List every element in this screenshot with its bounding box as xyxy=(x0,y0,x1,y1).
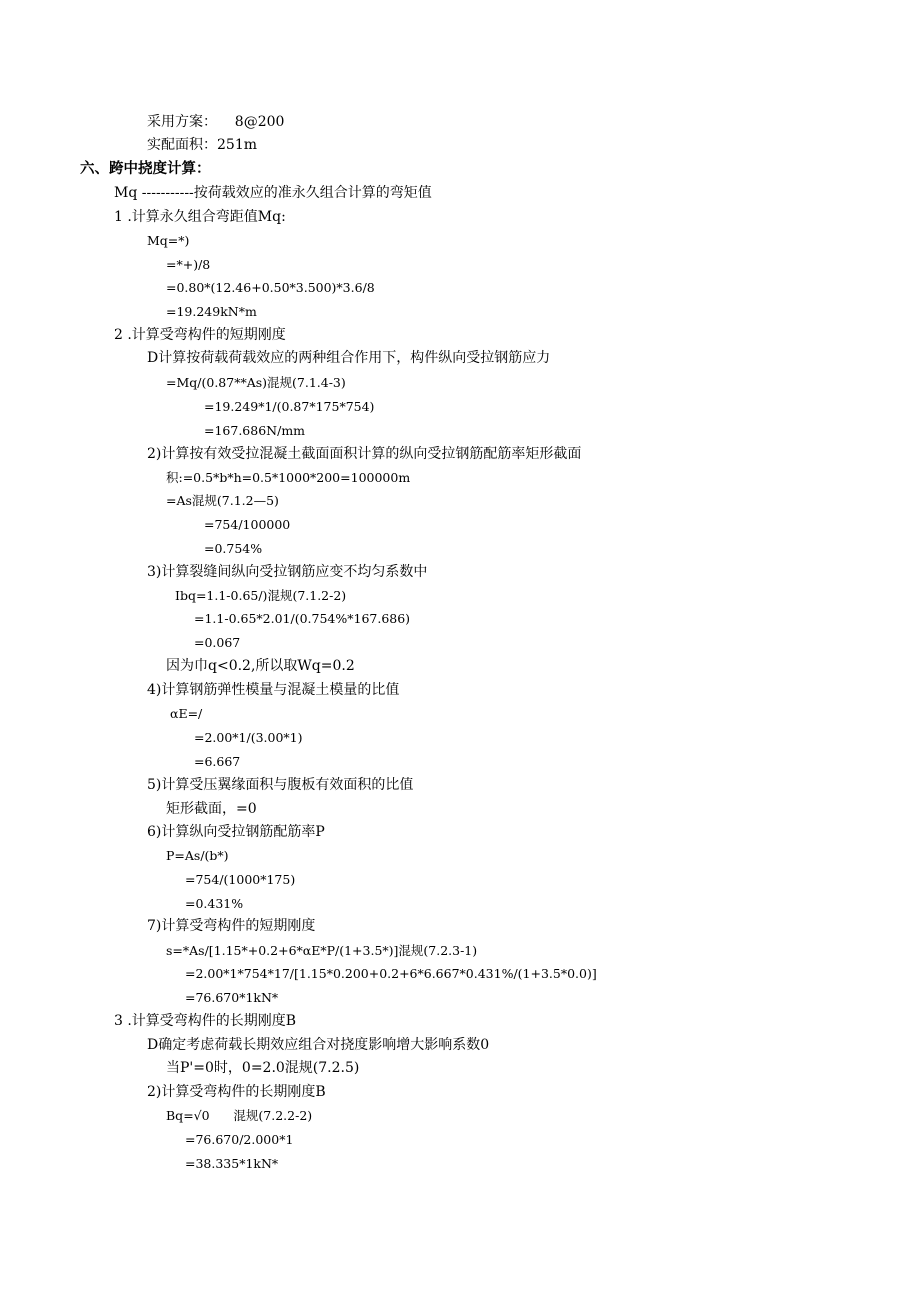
formula-line: P=As/(b*) xyxy=(166,848,229,863)
text-line: 4)计算钢筋弹性模量与混凝土模量的比值 xyxy=(147,682,400,698)
text-line: D计算按荷载荷载效应的两种组合作用下，构件纵向受拉钢筋应力 xyxy=(147,350,551,366)
step-heading: 1 .计算永久组合弯距值Mq: xyxy=(114,209,286,225)
formula-line: =19.249*1/(0.87*175*754) xyxy=(204,399,375,414)
formula-line: =6.667 xyxy=(194,754,241,769)
formula-line: =167.686N/mm xyxy=(204,423,306,438)
formula-line: =2.00*1*754*17/[1.15*0.200+0.2+6*6.667*0.431%/(1+3.5*0.0)] xyxy=(185,966,597,981)
formula-line: =1.1-0.65*2.01/(0.754%*167.686) xyxy=(194,611,411,626)
scheme-line: 采用方案： 8@200 xyxy=(147,114,285,130)
formula-line: =19.249kN*m xyxy=(166,304,257,319)
formula-line: Ibq=1.1-0.65/)混规(7.1.2-2) xyxy=(175,588,347,603)
text-line: 矩形截面，=0 xyxy=(166,801,257,817)
formula-line: =*+)/8 xyxy=(166,257,211,272)
text-line: 5)计算受压翼缘面积与腹板有效面积的比值 xyxy=(147,777,414,793)
formula-line: 积:=0.5*b*h=0.5*1000*200=100000m xyxy=(166,470,411,485)
section-heading: 六、跨中挠度计算： xyxy=(80,160,211,177)
formula-line: =0.80*(12.46+0.50*3.500)*3.6/8 xyxy=(166,280,375,295)
step-heading: 3 .计算受弯构件的长期刚度B xyxy=(114,1013,297,1029)
formula-line: =754/(1000*175) xyxy=(185,872,296,887)
formula-line: s=*As/[1.15*+0.2+6*αE*P/(1+3.5*)]混规(7.2.3-1) xyxy=(166,943,478,958)
text-line: 2)计算受弯构件的长期刚度B xyxy=(147,1084,326,1100)
step-heading: 2 .计算受弯构件的短期刚度 xyxy=(114,327,286,343)
formula-line: =0.431% xyxy=(185,896,244,911)
text-line: 因为巾q<0.2,所以取Wq=0.2 xyxy=(166,658,355,674)
text-line: 3)计算裂缝间纵向受拉钢筋应变不均匀系数中 xyxy=(147,564,428,580)
formula-line: =76.670*1kN* xyxy=(185,990,279,1005)
formula-line: =38.335*1kN* xyxy=(185,1156,279,1171)
area-line: 实配面积：251m xyxy=(147,137,257,153)
text-line: 7)计算受弯构件的短期刚度 xyxy=(147,918,316,934)
text-line: 当P'=0时，0=2.0混规(7.2.5) xyxy=(166,1060,360,1076)
text-line: 6)计算纵向受拉钢筋配筋率P xyxy=(147,824,325,840)
formula-line: αE=/ xyxy=(170,706,203,721)
formula-line: =As混规(7.1.2—5) xyxy=(166,493,279,508)
formula-line: =76.670/2.000*1 xyxy=(185,1132,294,1147)
text-line: Mq -----------按荷载效应的准永久组合计算的弯矩值 xyxy=(114,185,432,201)
formula-line: =Mq/(0.87**As)混规(7.1.4-3) xyxy=(166,375,346,390)
text-line: 2)计算按有效受拉混凝土截面面积计算的纵向受拉钢筋配筋率矩形截面 xyxy=(147,446,582,462)
formula-line: =754/100000 xyxy=(204,517,291,532)
formula-line: Mq=*) xyxy=(147,233,190,248)
formula-line: =2.00*1/(3.00*1) xyxy=(194,730,303,745)
formula-line: =0.754% xyxy=(204,541,263,556)
text-line: D确定考虑荷载长期效应组合对挠度影响增大影响系数0 xyxy=(147,1037,490,1053)
formula-line: =0.067 xyxy=(194,635,241,650)
formula-line: Bq=√0 混规(7.2.2-2) xyxy=(166,1108,313,1123)
